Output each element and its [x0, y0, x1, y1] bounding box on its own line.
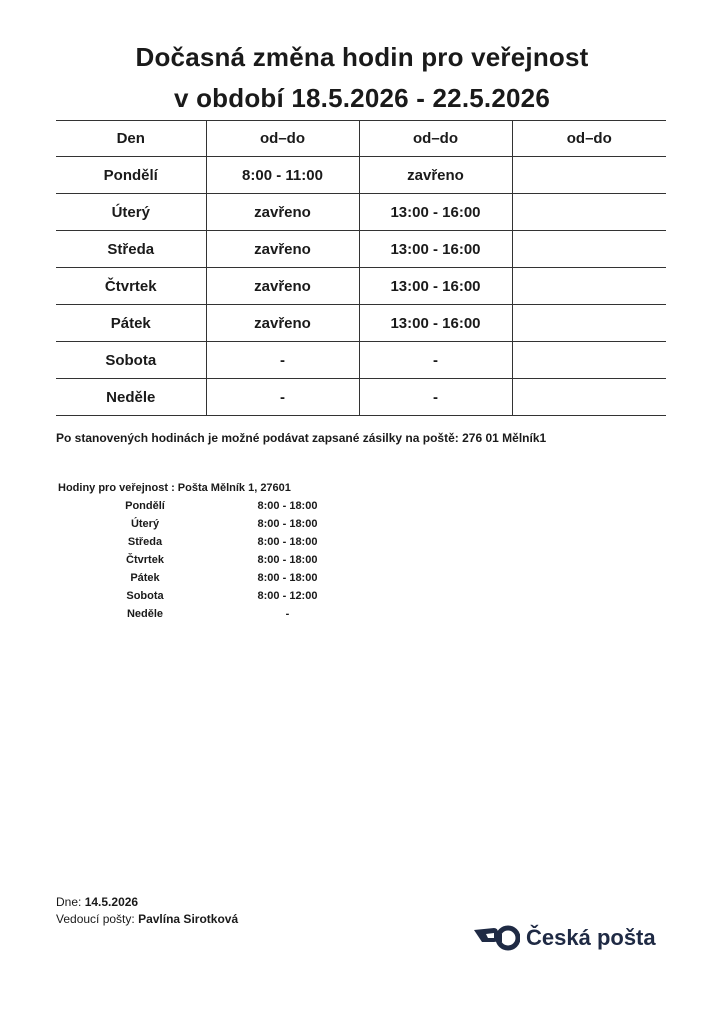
cell-day: Středa: [56, 231, 206, 268]
hours-time: 8:00 - 18:00: [257, 536, 318, 548]
cell-day: Pondělí: [56, 157, 206, 194]
cell-slot-2: -: [359, 342, 512, 379]
regular-hours-title: Hodiny pro veřejnost : Pošta Mělník 1, 27601: [58, 482, 291, 494]
cell-slot-1: zavřeno: [206, 305, 359, 342]
hours-time: -: [285, 608, 290, 620]
hours-day: Neděle: [126, 608, 164, 620]
table-row: [56, 194, 666, 231]
table-header-row: [56, 121, 666, 157]
cell-day: Neděle: [56, 379, 206, 416]
ceska-posta-logo: [472, 922, 656, 954]
cell-slot-1: zavřeno: [206, 194, 359, 231]
hours-time: 8:00 - 18:00: [257, 554, 318, 566]
hours-day: Pondělí: [125, 500, 165, 512]
hours-day: Pátek: [130, 572, 160, 584]
table-row: [56, 342, 666, 379]
header-from-to-3: od–do: [512, 121, 666, 157]
cell-slot-1: zavřeno: [206, 231, 359, 268]
hours-day: Sobota: [126, 590, 164, 602]
cell-slot-3: [512, 305, 666, 342]
cell-day: Čtvrtek: [56, 268, 206, 305]
hours-day: Úterý: [130, 518, 160, 530]
cell-slot-2: 13:00 - 16:00: [359, 231, 512, 268]
cell-slot-2: 13:00 - 16:00: [359, 194, 512, 231]
cell-day: Úterý: [56, 194, 206, 231]
hours-day: Čtvrtek: [126, 554, 164, 566]
hours-time: 8:00 - 18:00: [257, 500, 318, 512]
table-row: [56, 379, 666, 416]
cell-slot-2: -: [359, 379, 512, 416]
cell-slot-3: [512, 379, 666, 416]
table-row: [56, 305, 666, 342]
logo-text: Česká pošta: [526, 925, 656, 950]
hours-time: 8:00 - 18:00: [257, 518, 318, 530]
temporary-hours-table: [56, 120, 666, 416]
header-from-to-1: od–do: [206, 121, 359, 157]
posthorn-icon: [472, 924, 520, 952]
table-row: [56, 268, 666, 305]
cell-slot-2: zavřeno: [359, 157, 512, 194]
document-date: [56, 895, 138, 909]
page-subtitle-period: v období 18.5.2026 - 22.5.2026: [174, 83, 550, 113]
table-row: [56, 231, 666, 268]
cell-slot-3: [512, 342, 666, 379]
date-value: 14.5.2026: [84, 895, 139, 909]
hours-day: Středa: [127, 536, 163, 548]
header-day: Den: [56, 121, 206, 157]
cell-slot-3: [512, 231, 666, 268]
cell-slot-1: -: [206, 342, 359, 379]
cell-day: Pátek: [56, 305, 206, 342]
cell-slot-3: [512, 194, 666, 231]
table-row: [56, 157, 666, 194]
manager-value: Pavlína Sirotková: [138, 912, 239, 926]
post-manager: [56, 912, 238, 926]
date-label: Dne:: [56, 895, 82, 909]
cell-slot-2: 13:00 - 16:00: [359, 268, 512, 305]
cell-slot-1: 8:00 - 11:00: [206, 157, 359, 194]
hours-time: 8:00 - 12:00: [257, 590, 318, 602]
manager-label: Vedoucí pošty:: [56, 912, 135, 926]
cell-slot-3: [512, 157, 666, 194]
hours-time: 8:00 - 18:00: [257, 572, 318, 584]
after-hours-note: Po stanovených hodinách je možné podávat zapsané zásilky na poště: 276 01 Mělník1: [56, 431, 547, 445]
cell-day: Sobota: [56, 342, 206, 379]
header-from-to-2: od–do: [359, 121, 512, 157]
cell-slot-3: [512, 268, 666, 305]
page-title: Dočasná změna hodin pro veřejnost: [135, 42, 589, 72]
cell-slot-1: -: [206, 379, 359, 416]
cell-slot-2: 13:00 - 16:00: [359, 305, 512, 342]
cell-slot-1: zavřeno: [206, 268, 359, 305]
